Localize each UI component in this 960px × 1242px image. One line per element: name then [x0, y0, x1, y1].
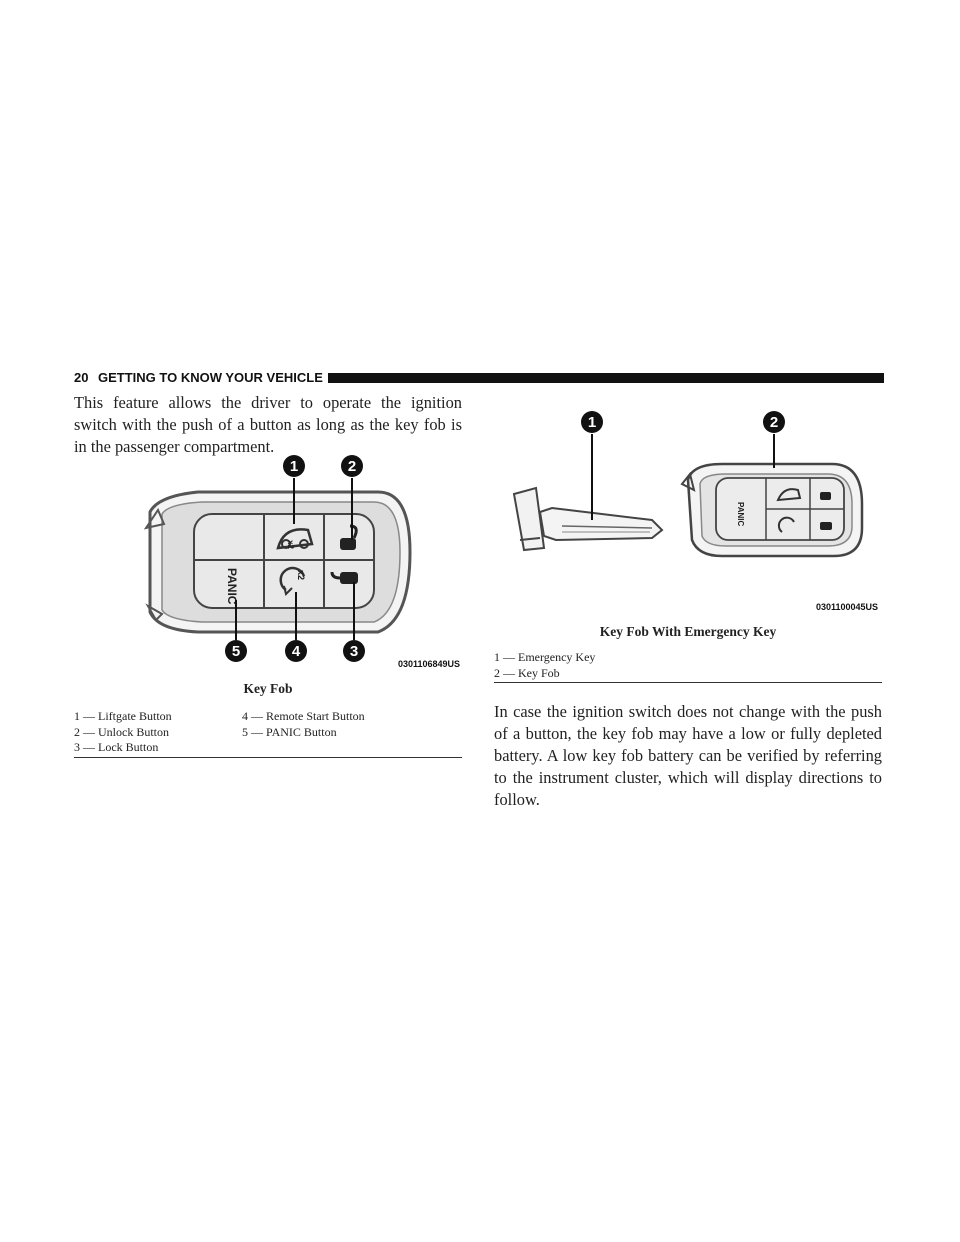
page-number: 20	[74, 370, 89, 385]
svg-text:2: 2	[769, 414, 779, 431]
emergency-key-figure	[502, 408, 882, 626]
callout-2	[763, 411, 785, 433]
callout-4	[285, 640, 307, 662]
svg-text:x2: x2	[286, 540, 295, 549]
fob-panic-label: PANIC	[225, 568, 239, 605]
svg-text:1: 1	[587, 414, 597, 431]
fob-panic-label: PANIC	[736, 502, 745, 527]
figure-legend	[74, 709, 462, 758]
legend-item: 2 — Key Fob	[494, 665, 560, 680]
legend-item: 1 — Liftgate Button	[74, 709, 172, 723]
legend-item: 2 — Unlock Button	[74, 724, 169, 739]
figure-legend	[494, 650, 882, 683]
svg-text:3: 3	[349, 643, 359, 660]
legend-item: 4 — Remote Start Button	[242, 709, 365, 723]
figure-code: 0301106849US	[397, 659, 460, 669]
callout-1	[581, 411, 603, 433]
battery-paragraph: In case the ignition switch does not change with the push of a button, the key fob may have a low or fully depleted battery. A low key fob battery can be verified by referring to the instrument cluster, which will display directions to follow.	[494, 702, 882, 809]
callout-3	[343, 640, 365, 662]
key-fob-illustration	[128, 452, 462, 678]
svg-text:1: 1	[289, 458, 299, 475]
section-title: GETTING TO KNOW YOUR VEHICLE	[98, 370, 323, 385]
key-fob-figure	[128, 452, 462, 678]
svg-text:4: 4	[291, 643, 301, 660]
figure-caption: Key Fob With Emergency Key	[599, 624, 777, 639]
callout-5	[225, 640, 247, 662]
page-header	[74, 370, 884, 386]
callout-2	[341, 455, 363, 477]
svg-text:x2: x2	[296, 570, 306, 581]
emergency-key-illustration	[502, 408, 882, 626]
header-rule	[328, 373, 884, 383]
legend-column-right	[242, 709, 365, 740]
key-fob-icon	[682, 464, 862, 556]
legend-item: 5 — PANIC Button	[242, 724, 337, 739]
callout-1	[283, 455, 305, 477]
legend-item: 3 — Lock Button	[74, 740, 159, 754]
legend-item: 1 — Emergency Key	[494, 650, 596, 664]
emergency-key-icon	[514, 488, 662, 550]
figure-caption: Key Fob	[243, 681, 293, 696]
intro-paragraph: This feature allows the driver to operate the ignition switch with the push of a button as long as the key fob is in the passenger compartment.	[74, 393, 462, 456]
svg-text:2: 2	[347, 458, 357, 475]
svg-text:5: 5	[231, 643, 241, 660]
figure-code: 0301100045US	[815, 602, 878, 612]
legend-column-left	[74, 709, 172, 756]
